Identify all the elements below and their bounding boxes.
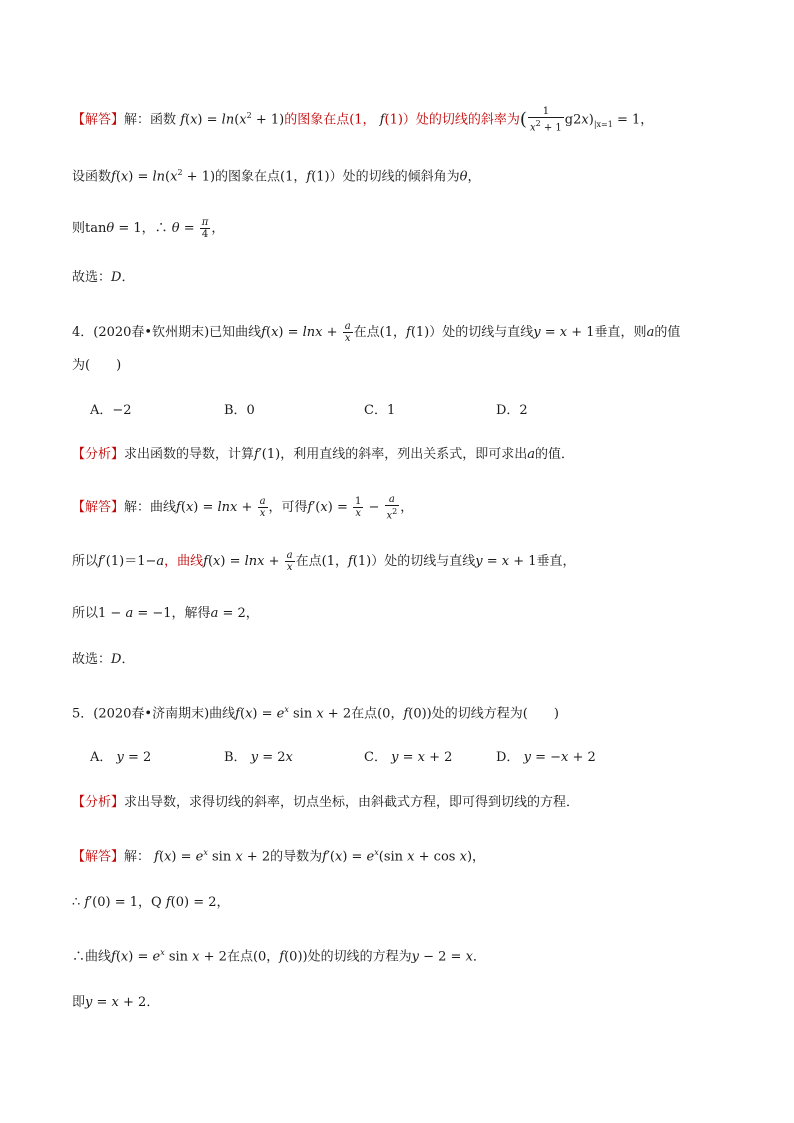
math-fraction: $\frac{\pi}{4}$ [201,217,209,240]
q5-stem: 5．(2020春•济南期末)曲线$f(x) = e^x$ sin x + 2在点(0，f(0))处的切线方程为( ) [72,705,559,722]
answer-label: 【解答】 [72,500,125,516]
q5-option-c: C． y = x + 2 [364,750,453,765]
q4-stem-line-2: 为( ) [72,358,122,373]
prev-solution-line-2: 设函数$f(x) = \ln(x^2 + 1)$的图象在点(1，f(1)）处的切线的倾斜角为θ， [72,168,481,185]
q5-option-a: A． y = 2 [90,750,152,765]
prev-solution-line-4: 故选：D． [72,270,135,285]
q4-option-d: D．2 [496,403,528,418]
q4-stem-line-1: 4．(2020春•钦州期末)已知曲线f(x) = lnx + $\frac{a}{x}$ 在点(1，f(1)）处的切线与直线y = x + 1垂直，则a的值 [72,321,681,344]
math-fraction: $\frac{a}{x}$ [344,321,351,344]
q4-solution-line-1: 【解答】解：曲线f(x) = lnx + $\frac{a}{x}$ ，可得f′(x) = $\frac{1}{x}$ − $\frac{a}{x^2}$ ， [72,494,414,522]
q4-option-c: C．1 [364,403,396,418]
q4-option-a: A．−2 [90,403,132,418]
prev-solution-line-1: 【解答】解：函数 $f(x) = \ln(x^2 + 1)$的图象在点(1， f(1)）处的切线的斜率为( $\frac{1}{x^2 + 1}$ $g2x)_{|x=1} = 1$， [72,106,654,134]
q4-solution-line-3: 所以1 − a = −1，解得a = 2， [72,606,259,621]
q5-solution-line-2: ∴ f′(0) = 1，Q f(0) = 2， [72,895,230,910]
answer-label: 【解答】 [72,112,125,128]
math-fraction: $\frac{a}{x^2}$ [386,494,398,522]
q5-option-b: B． y = 2x [224,750,293,765]
math-fraction: $\frac{1}{x^2 + 1}$ [529,106,562,134]
q5-solution-line-3: ∴曲线$f(x) = e^x$ sin x + 2在点(0，f(0))处的切线的方程为y − 2 = x． [72,948,486,965]
analysis-label: 【分析】 [72,795,125,810]
analysis-label: 【分析】 [72,447,125,462]
math-fx: f [180,112,185,128]
q5-analysis: 【分析】求出导数，求得切线的斜率，切点坐标，由斜截式方程，即可得到切线的方程． [72,795,580,810]
math-fraction: $\frac{a}{x}$ [259,496,266,520]
q4-option-b: B．0 [224,403,255,418]
q5-option-d: D． y = −x + 2 [496,750,596,765]
prev-solution-line-3: 则tanθ = 1，∴ θ = $\frac{\pi}{4}$ ， [72,217,225,240]
math-fraction: $\frac{a}{x}$ [286,550,293,573]
answer-label: 【解答】 [72,849,125,865]
q4-analysis: 【分析】求出函数的导数，计算f′(1)，利用直线的斜率，列出关系式，即可求出a的值． [72,447,574,462]
math-fraction: $\frac{1}{x}$ [354,496,362,520]
q4-solution-line-2: 所以f′(1)＝1−a，曲线f(x) = lnx + $\frac{a}{x}$ 在点(1，f(1)）处的切线与直线y = x + 1垂直， [72,550,576,573]
q4-solution-line-4: 故选：D． [72,652,135,667]
q5-solution-line-1: 【解答】解： $f(x) = e^x$ sin x + 2的导数为$f'(x) = e^x(\sin$ x + cos x)， [72,848,486,865]
q5-solution-line-4: 即y = x + 2． [72,995,160,1010]
